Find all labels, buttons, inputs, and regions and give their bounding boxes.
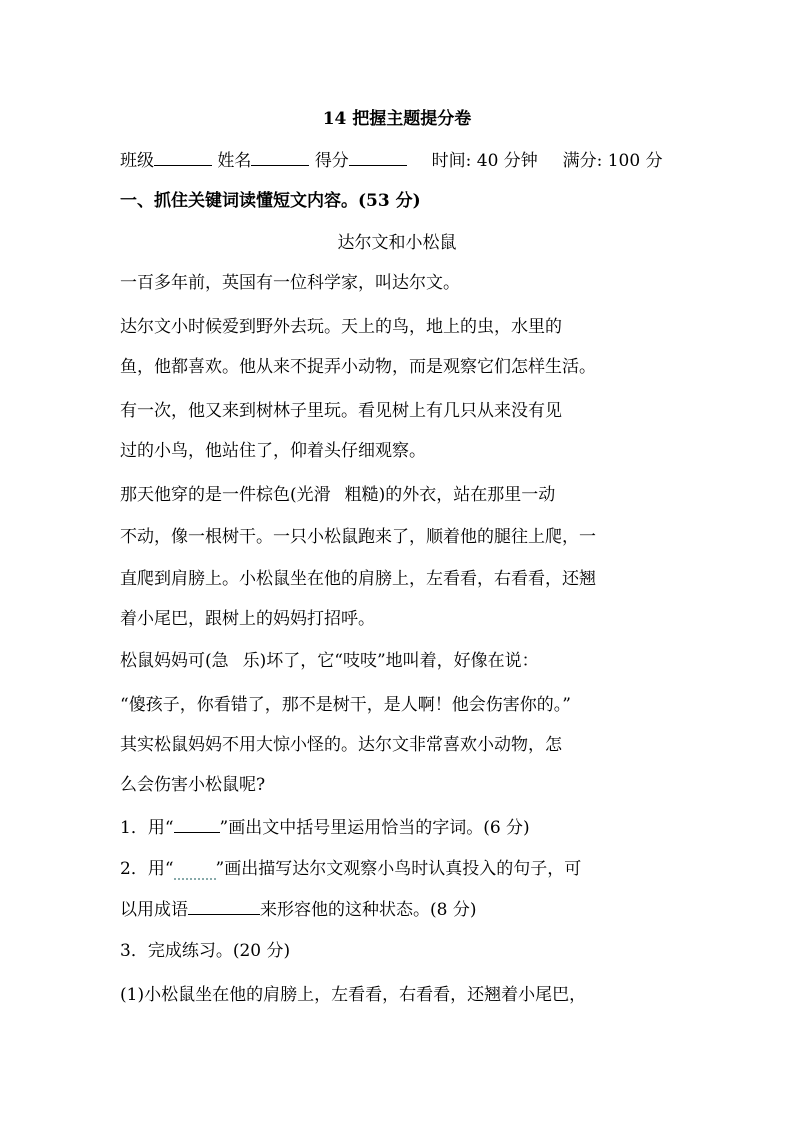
class-label: 班级: [120, 151, 154, 171]
story-line: 达尔文小时候爱到野外去玩。天上的鸟，地上的虫，水里的: [120, 317, 562, 337]
story-text: 松鼠妈妈可(急: [120, 651, 229, 671]
question-text: 2．用“: [120, 859, 174, 879]
section-heading: 一、抓住关键词读懂短文内容。(53 分): [120, 191, 421, 211]
class-blank[interactable]: [154, 149, 212, 166]
question-3: 3．完成练习。(20 分): [120, 941, 291, 961]
story-line: 有一次，他又来到树林子里玩。看见树上有几只从来没有见: [120, 401, 562, 421]
score-blank[interactable]: [349, 149, 407, 166]
underline-sample: [174, 816, 220, 833]
name-blank[interactable]: [251, 149, 309, 166]
question-3-part-1: (1)小松鼠坐在他的肩膀上，左看看，右看看，还翘着小尾巴，: [120, 985, 587, 1005]
story-text: 乐)坏了，它“吱吱”地叫着，好像在说：: [242, 651, 539, 671]
full-score: 满分: 100 分: [562, 151, 663, 171]
time-limit: 时间: 40 分钟: [431, 151, 538, 171]
page-title: 14 把握主题提分卷: [322, 109, 472, 129]
story-text: 粗糙)的外衣，站在那里一动: [344, 485, 556, 505]
story-line: [120, 484, 555, 506]
story-title: 达尔文和小松鼠: [337, 233, 457, 253]
story-line: 一百多年前，英国有一位科学家，叫达尔文。: [120, 273, 460, 293]
question-1: [120, 816, 530, 839]
question-2: [120, 858, 581, 880]
question-text: 来形容他的这种状态。(8 分): [260, 900, 477, 920]
question-text: ”画出文中括号里运用恰当的字词。(6 分): [219, 818, 530, 838]
question-text: 1．用“: [120, 818, 174, 838]
question-text: 以用成语: [120, 900, 188, 920]
story-text: 那天他穿的是一件棕色(光滑: [120, 485, 331, 505]
wavy-line-sample: [174, 860, 216, 880]
story-line: 不动，像一根树干。一只小松鼠跑来了，顺着他的腿往上爬，一: [120, 527, 596, 547]
story-line: [120, 650, 539, 672]
score-label: 得分: [314, 151, 349, 171]
story-line: “傻孩子，你看错了，那不是树干，是人啊！他会伤害你的。”: [120, 695, 571, 715]
idiom-answer-blank[interactable]: [188, 898, 260, 915]
question-text: ”画出描写达尔文观察小鸟时认真投入的句子，可: [215, 859, 582, 879]
question-2-line2: [120, 898, 476, 921]
name-label: 姓名: [217, 151, 252, 171]
story-line: 其实松鼠妈妈不用大惊小怪的。达尔文非常喜欢小动物，怎: [120, 735, 562, 755]
story-line: 着小尾巴，跟树上的妈妈打招呼。: [120, 609, 375, 629]
story-line: 么会伤害小松鼠呢?: [120, 775, 266, 795]
story-line: 过的小鸟，他站住了，仰着头仔细观察。: [120, 441, 426, 461]
student-info-row: [120, 149, 663, 172]
story-line: 鱼，他都喜欢。他从来不捉弄小动物，而是观察它们怎样生活。: [120, 357, 596, 377]
story-line: 直爬到肩膀上。小松鼠坐在他的肩膀上，左看看，右看看，还翘: [120, 569, 596, 589]
